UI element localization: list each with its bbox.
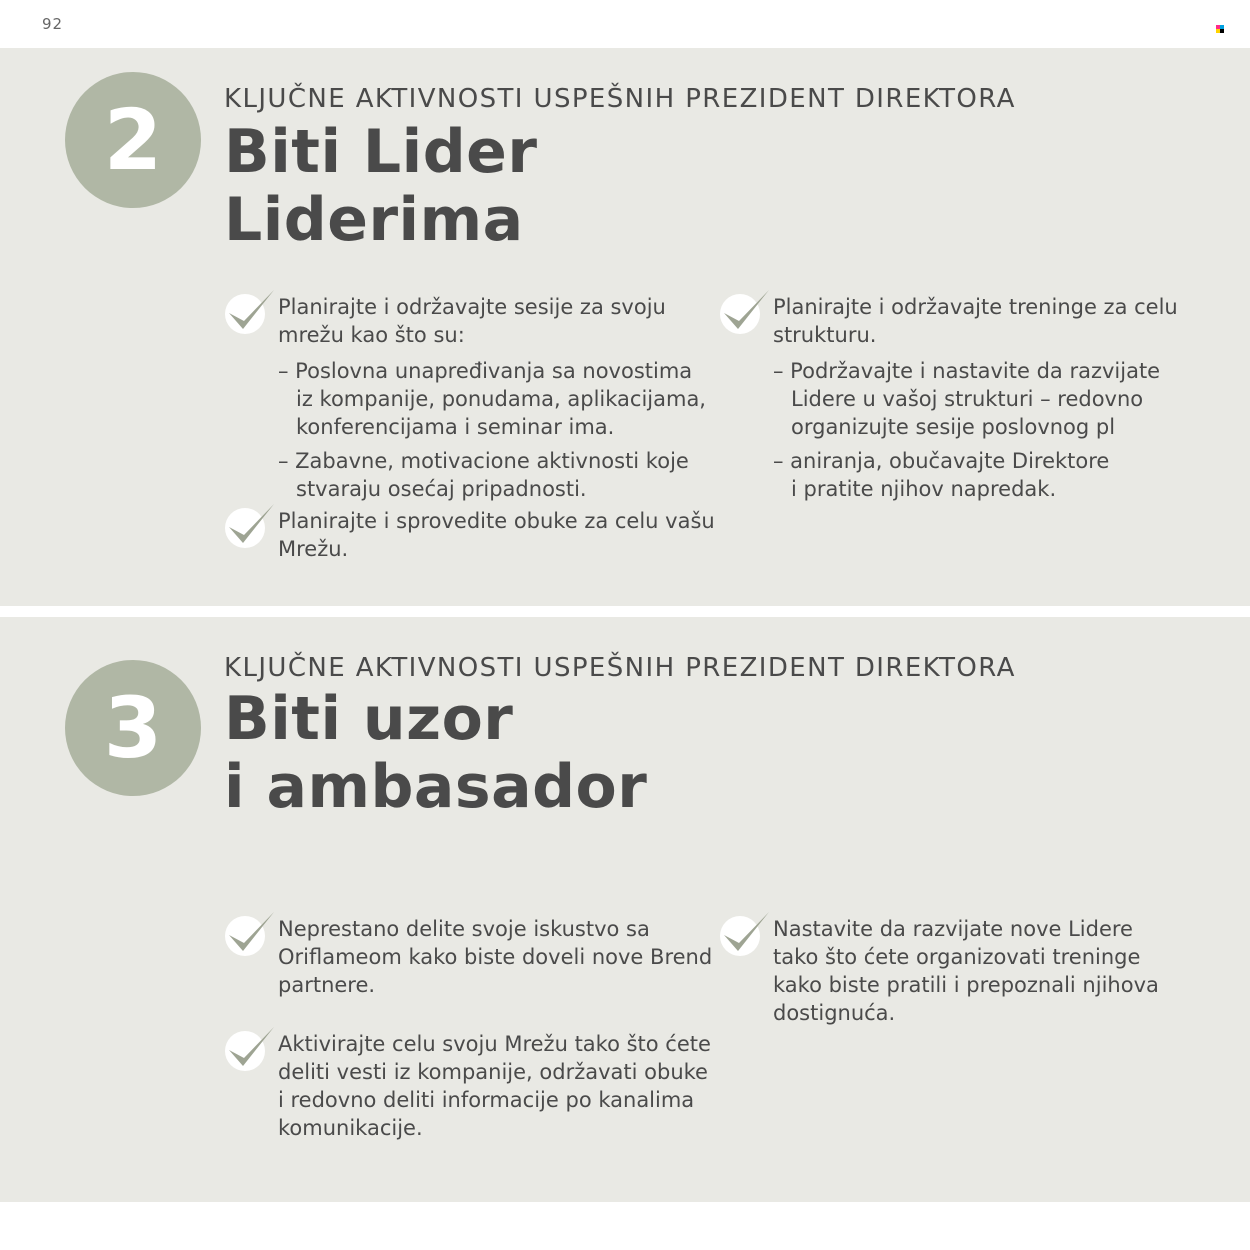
bullet-structure-trainings: Planirajte i održavajte treninge za celu strukturu. – Podržavajte i nastavite da razvijate Lidere u vašoj strukturi – redovno organizujte sesije poslovnog pl – aniranja, obučavajte Direktore i pratite njihov napredak.: [719, 293, 1179, 503]
sub-item: – aniranja, obučavajte Direktore i pratite njihov napredak.: [773, 449, 1110, 501]
sub-item: – Zabavne, motivacione aktivnosti koje stvaraju osećaj pripadnosti.: [278, 449, 689, 501]
bullet-plan-sessions: Planirajte i održavajte sesije za svoju mrežu kao što su: – Poslovna unapređivanja sa novostima iz kompanije, ponudama, aplikacijama, konferencijama i seminar ima. – Zabavne, motivacione aktivnosti koje stvaraju osećaj pripadnosti.: [224, 293, 704, 503]
check-mark-icon: [224, 285, 278, 339]
section-kicker: KLJUČNE AKTIVNOSTI USPEŠNIH PREZIDENT DIREKTORA: [224, 653, 1016, 683]
section-title: Biti Lider Liderima: [224, 117, 538, 255]
check-mark-icon: [719, 285, 773, 339]
check-mark-icon: [224, 1022, 278, 1076]
bullet-share-experience: Neprestano delite svoje iskustvo sa Oriflameom kako biste doveli nove Brend partnere.: [224, 915, 704, 999]
sub-item: – Podržavajte i nastavite da razvijate Lidere u vašoj strukturi – redovno organizujte sesije poslovnog pl: [773, 359, 1161, 439]
sub-item: – Poslovna unapređivanja sa novostima iz kompanije, ponudama, aplikacijama, konferencijama i seminar ima.: [278, 359, 706, 439]
section-lead-leaders: [0, 48, 1250, 606]
check-mark-icon: [224, 907, 278, 961]
section-title: Biti uzor i ambasador: [224, 684, 648, 822]
section-kicker: KLJUČNE AKTIVNOSTI USPEŠNIH PREZIDENT DIREKTORA: [224, 84, 1016, 114]
check-mark-icon: [719, 907, 773, 961]
bullet-plan-trainings: Planirajte i sprovedite obuke za celu vašu Mrežu.: [224, 507, 704, 563]
section-number-badge: 3: [65, 660, 201, 796]
page-number: 92: [42, 15, 64, 33]
color-registration-mark: [1216, 25, 1224, 33]
section-number-badge: 2: [65, 72, 201, 208]
section-role-model: [0, 617, 1250, 1202]
bullet-activate-network: Aktivirajte celu svoju Mrežu tako što ćete deliti vesti iz kompanije, održavati obuke i redovno deliti informacije po kanalima komunikacije.: [224, 1030, 704, 1142]
bullet-develop-leaders: Nastavite da razvijate nove Lidere tako što ćete organizovati treninge kako biste pratili i prepoznali njihova dostignuća.: [719, 915, 1179, 1027]
check-mark-icon: [224, 499, 278, 553]
